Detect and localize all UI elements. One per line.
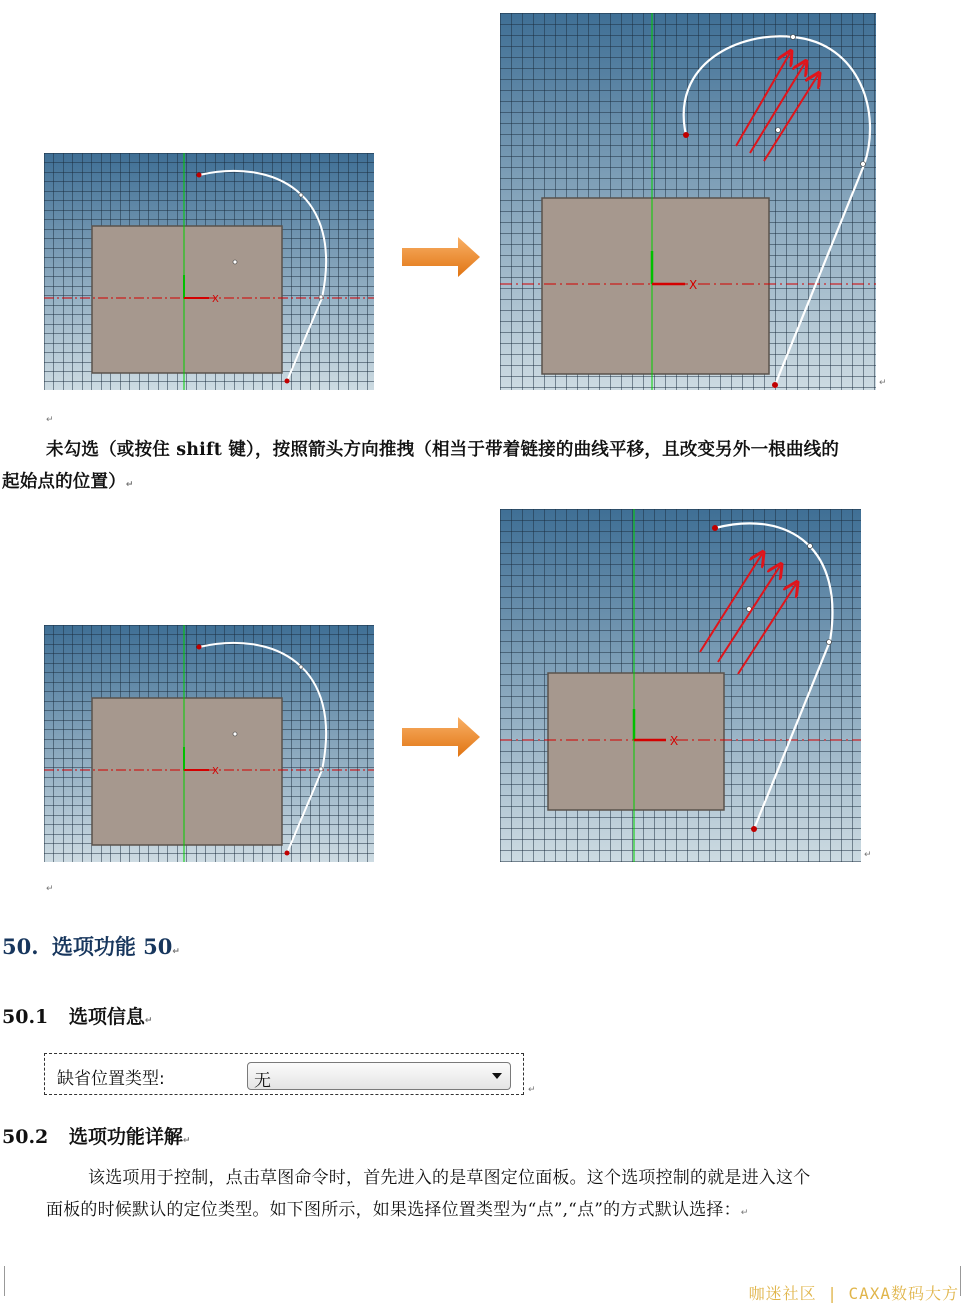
svg-text:X: X — [212, 766, 219, 777]
option-panel — [44, 1053, 524, 1095]
select-value: 无 — [254, 1071, 271, 1091]
paragraph-mark: ↵ — [46, 884, 54, 894]
default-position-type-label: 缺省位置类型: — [57, 1069, 165, 1089]
svg-text:X: X — [670, 734, 679, 748]
svg-text:X: X — [689, 278, 698, 292]
paragraph-2-line-1: 该选项用于控制，点击草图命令时，首先进入的是草图定位面板。这个选项控制的就是进入这个 — [88, 1168, 811, 1188]
svg-text:X: X — [212, 294, 219, 305]
cad-image-before-2 — [44, 625, 374, 862]
cad-image-before-1 — [44, 153, 374, 390]
orange-right-arrow-icon — [402, 237, 482, 281]
paragraph-mark: ↵ — [879, 378, 887, 388]
footer-watermark: 咖迷社区 | CAXA数码大方 — [748, 1284, 959, 1303]
section-number: 50. — [2, 934, 39, 959]
paragraph-mark: ↵ — [528, 1085, 536, 1095]
section-heading: 50. 选项功能 50↵ — [2, 934, 180, 959]
page-corner-mark — [4, 1266, 5, 1296]
paragraph-mark: ↵ — [864, 850, 872, 860]
subsection-heading-2: 50.2 选项功能详解↵ — [2, 1126, 191, 1148]
orange-right-arrow-icon — [402, 717, 482, 761]
paragraph-mark: ↵ — [46, 415, 54, 425]
page-corner-mark — [960, 1266, 961, 1296]
paragraph-2-line-2: 面板的时候默认的定位类型。如下图所示，如果选择位置类型为“点”,“点”的方式默认选择：↵ — [46, 1200, 749, 1220]
default-position-type-select[interactable] — [247, 1062, 511, 1090]
paragraph-1-line-2: 起始点的位置）↵ — [2, 472, 134, 492]
paragraph-1-line-1: 未勾选（或按住 shift 键），按照箭头方向推拽（相当于带着链接的曲线平移，且改变另外一根曲线的 — [46, 440, 840, 460]
subsection-heading-1: 50.1 选项信息↵ — [2, 1006, 153, 1028]
cad-image-after-2 — [500, 509, 861, 862]
section-title: 选项功能 50 — [51, 934, 173, 959]
cad-image-after-1 — [500, 13, 876, 390]
chevron-down-icon[interactable] — [492, 1073, 502, 1079]
